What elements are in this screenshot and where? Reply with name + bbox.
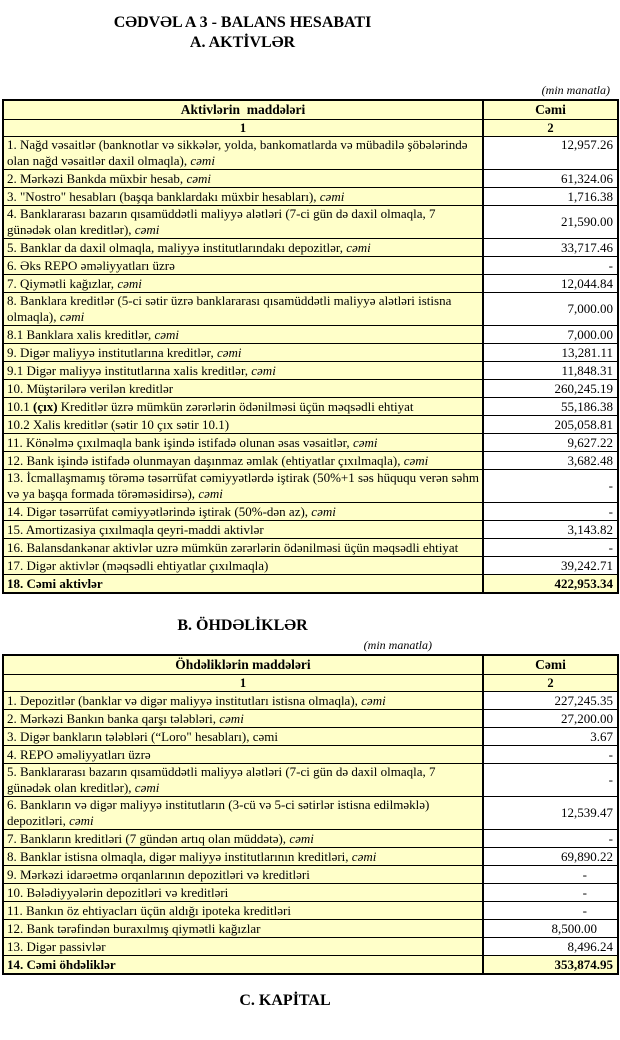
table-row [3,452,618,470]
row-item-label: 11. Könəlmə çıxılmaqla bank işində istifadə olunan əsas vəsaitlər, cəmi [3,434,483,452]
row-value: 55,186.38 [483,398,618,416]
row-value: - [483,866,618,884]
row-value: 227,245.35 [483,692,618,710]
row-value: - [483,764,618,797]
row-value: 205,058.81 [483,416,618,434]
assets-index-row [3,120,618,137]
row-value: - [483,539,618,557]
row-value: - [483,884,618,902]
section-b-title: B. ÖHDƏLİKLƏR [177,617,308,634]
report-title: CƏDVƏL A 3 - BALANS HESABATI [113,14,372,31]
table-row [3,380,618,398]
row-value: 9,627.22 [483,434,618,452]
row-item-label: 6. Bankların və digər maliyyə institutların (3-cü və 5-ci sətirlər istisna edilməklə) depozitləri, cəmi [3,797,483,830]
row-value: 7,000.00 [483,326,618,344]
table-row [3,416,618,434]
table-row [3,557,618,575]
row-value: 33,717.46 [483,239,618,257]
row-value: 21,590.00 [483,206,618,239]
row-value: - [483,902,618,920]
row-value: 39,242.71 [483,557,618,575]
row-value: 12,044.84 [483,275,618,293]
row-item-label: 9. Digər maliyyə institutlarına kreditlər, cəmi [3,344,483,362]
row-item-label: 10. Bələdiyyələrin depozitləri və kreditləri [3,884,483,902]
row-value: 7,000.00 [483,293,618,326]
table-row [3,137,618,170]
table-row [3,920,618,938]
table-row [3,539,618,557]
liabilities-index-row [3,675,618,692]
table-row [3,866,618,884]
table-row [3,746,618,764]
liabilities-items-column-header: Öhdəliklərin maddələri [3,655,483,675]
table-row [3,521,618,539]
row-item-label: 6. Əks REPO əməliyyatları üzrə [3,257,483,275]
table-row [3,257,618,275]
table-row [3,956,618,975]
table-row [3,503,618,521]
row-item-label: 16. Balansdankənar aktivlər uzrə mümkün zərərlərin ödənilməsi üçün məqsədli ehtiyat [3,539,483,557]
table-row [3,275,618,293]
row-item-label: 2. Mərkəzi Bankın banka qarşı tələbləri, cəmi [3,710,483,728]
row-value: 8,496.24 [483,938,618,956]
column-index-1: 1 [3,675,483,692]
row-item-label: 7. Qiymətli kağızlar, cəmi [3,275,483,293]
row-item-label: 4. REPO əməliyyatları üzrə [3,746,483,764]
row-item-label: 18. Cəmi aktivlər [3,575,483,594]
liabilities-header-row [3,655,618,675]
table-row [3,710,618,728]
row-value: - [483,746,618,764]
row-item-label: 13. İcmallaşmamış törəmə təsərrüfat cəmiyyətlərdə iştirak (50%+1 səs hüququ verən səhm və ya başqa formada törəməsidirsə), cəmi [3,470,483,503]
row-value: 3.67 [483,728,618,746]
row-item-label: 8. Banklara kreditlər (5-ci sətir üzrə banklararası qısamüddətli maliyyə alətləri istisna olmaqla), cəmi [3,293,483,326]
row-item-label: 1. Nağd vəsaitlər (banknotlar və sikkələr, yolda, bankomatlarda və mübadilə şöbələrində olan nağd vəsaitlər daxil olmaqla), cəmi [3,137,483,170]
row-value: - [483,470,618,503]
row-item-label: 15. Amortizasiya çıxılmaqla qeyri-maddi aktivlər [3,521,483,539]
row-item-label: 3. Digər bankların tələbləri (“Loro" hesabları), cəmi [3,728,483,746]
row-item-label: 10.2 Xalis kreditlər (sətir 10 çıx sətir 10.1) [3,416,483,434]
table-row [3,293,618,326]
table-row [3,344,618,362]
row-item-label: 9. Mərkəzi idarəetmə orqanlarının depozitləri və kreditləri [3,866,483,884]
row-value: - [483,257,618,275]
row-value: 422,953.34 [483,575,618,594]
row-item-label: 4. Banklararası bazarın qısamüddətli maliyyə alətləri (7-ci gün də daxil olmaqla, 7 günədək olan kreditlər), cəmi [3,206,483,239]
row-item-label: 2. Mərkəzi Bankda müxbir hesab, cəmi [3,170,483,188]
table-row [3,470,618,503]
row-item-label: 12. Bank işində istifadə olunmayan daşınmaz əmlak (ehtiyatlar çıxılmaqla), cəmi [3,452,483,470]
row-item-label: 8.1 Banklara xalis kreditlər, cəmi [3,326,483,344]
section-c-title: C. KAPİTAL [239,992,331,1009]
table-row [3,206,618,239]
row-item-label: 10.1 (çıx) Kreditlər üzrə mümkün zərərlərin ödənilməsi üçün məqsədli ehtiyat [3,398,483,416]
unit-note-liabilities: (min manatla) [363,638,432,652]
table-row [3,362,618,380]
table-row [3,764,618,797]
row-value: 3,682.48 [483,452,618,470]
table-row [3,938,618,956]
row-value: 260,245.19 [483,380,618,398]
table-row [3,848,618,866]
assets-items-column-header: Aktivlərin maddələri [3,100,483,120]
table-row [3,692,618,710]
table-row [3,170,618,188]
table-row [3,188,618,206]
row-item-label: 10. Müştərilərə verilən kreditlər [3,380,483,398]
table-row [3,797,618,830]
row-item-label: 17. Digər aktivlər (məqsədli ehtiyatlar çıxılmaqla) [3,557,483,575]
table-row [3,884,618,902]
row-item-label: 1. Depozitlər (banklar və digər maliyyə institutları istisna olmaqla), cəmi [3,692,483,710]
row-value: - [483,503,618,521]
assets-total-column-header: Cəmi [483,100,618,120]
table-row [3,575,618,594]
row-value: 12,957.26 [483,137,618,170]
liabilities-total-column-header: Cəmi [483,655,618,675]
row-item-label: 9.1 Digər maliyyə institutlarına xalis kreditlər, cəmi [3,362,483,380]
row-value: 27,200.00 [483,710,618,728]
row-value: 8,500.00 [483,920,618,938]
table-row [3,239,618,257]
row-value: 3,143.82 [483,521,618,539]
row-value: - [483,830,618,848]
column-index-2: 2 [483,675,618,692]
row-item-label: 12. Bank tərəfindən buraxılmış qiymətli kağızlar [3,920,483,938]
row-value: 11,848.31 [483,362,618,380]
assets-table [2,99,619,594]
table-row [3,830,618,848]
row-item-label: 7. Bankların kreditləri (7 gündən artıq olan müddətə), cəmi [3,830,483,848]
unit-note-assets: (min manatla) [541,83,610,97]
row-item-label: 3. "Nostro" hesabları (başqa banklardakı müxbir hesabları), cəmi [3,188,483,206]
table-row [3,434,618,452]
report-title-block [0,0,485,53]
row-item-label: 14. Cəmi öhdəliklər [3,956,483,975]
row-item-label: 5. Banklar da daxil olmaqla, maliyyə institutlarındakı depozitlər, cəmi [3,239,483,257]
row-value: 69,890.22 [483,848,618,866]
row-item-label: 11. Bankın öz ehtiyacları üçün aldığı ipoteka kreditləri [3,902,483,920]
row-item-label: 5. Banklararası bazarın qısamüddətli maliyyə alətləri (7-ci gün də daxil olmaqla, 7 günədək olan kreditlər), cəmi [3,764,483,797]
row-item-label: 13. Digər passivlər [3,938,483,956]
row-value: 1,716.38 [483,188,618,206]
table-row [3,398,618,416]
table-row [3,728,618,746]
row-item-label: 14. Digər təsərrüfat cəmiyyətlərində iştirak (50%-dən az), cəmi [3,503,483,521]
row-value: 12,539.47 [483,797,618,830]
column-index-2: 2 [483,120,618,137]
liabilities-table [2,654,619,975]
table-row [3,902,618,920]
row-item-label: 8. Banklar istisna olmaqla, digər maliyyə institutlarının kreditləri, cəmi [3,848,483,866]
assets-header-row [3,100,618,120]
column-index-1: 1 [3,120,483,137]
row-value: 353,874.95 [483,956,618,975]
table-row [3,326,618,344]
row-value: 61,324.06 [483,170,618,188]
section-a-title: A. AKTİVLƏR [189,34,296,51]
row-value: 13,281.11 [483,344,618,362]
